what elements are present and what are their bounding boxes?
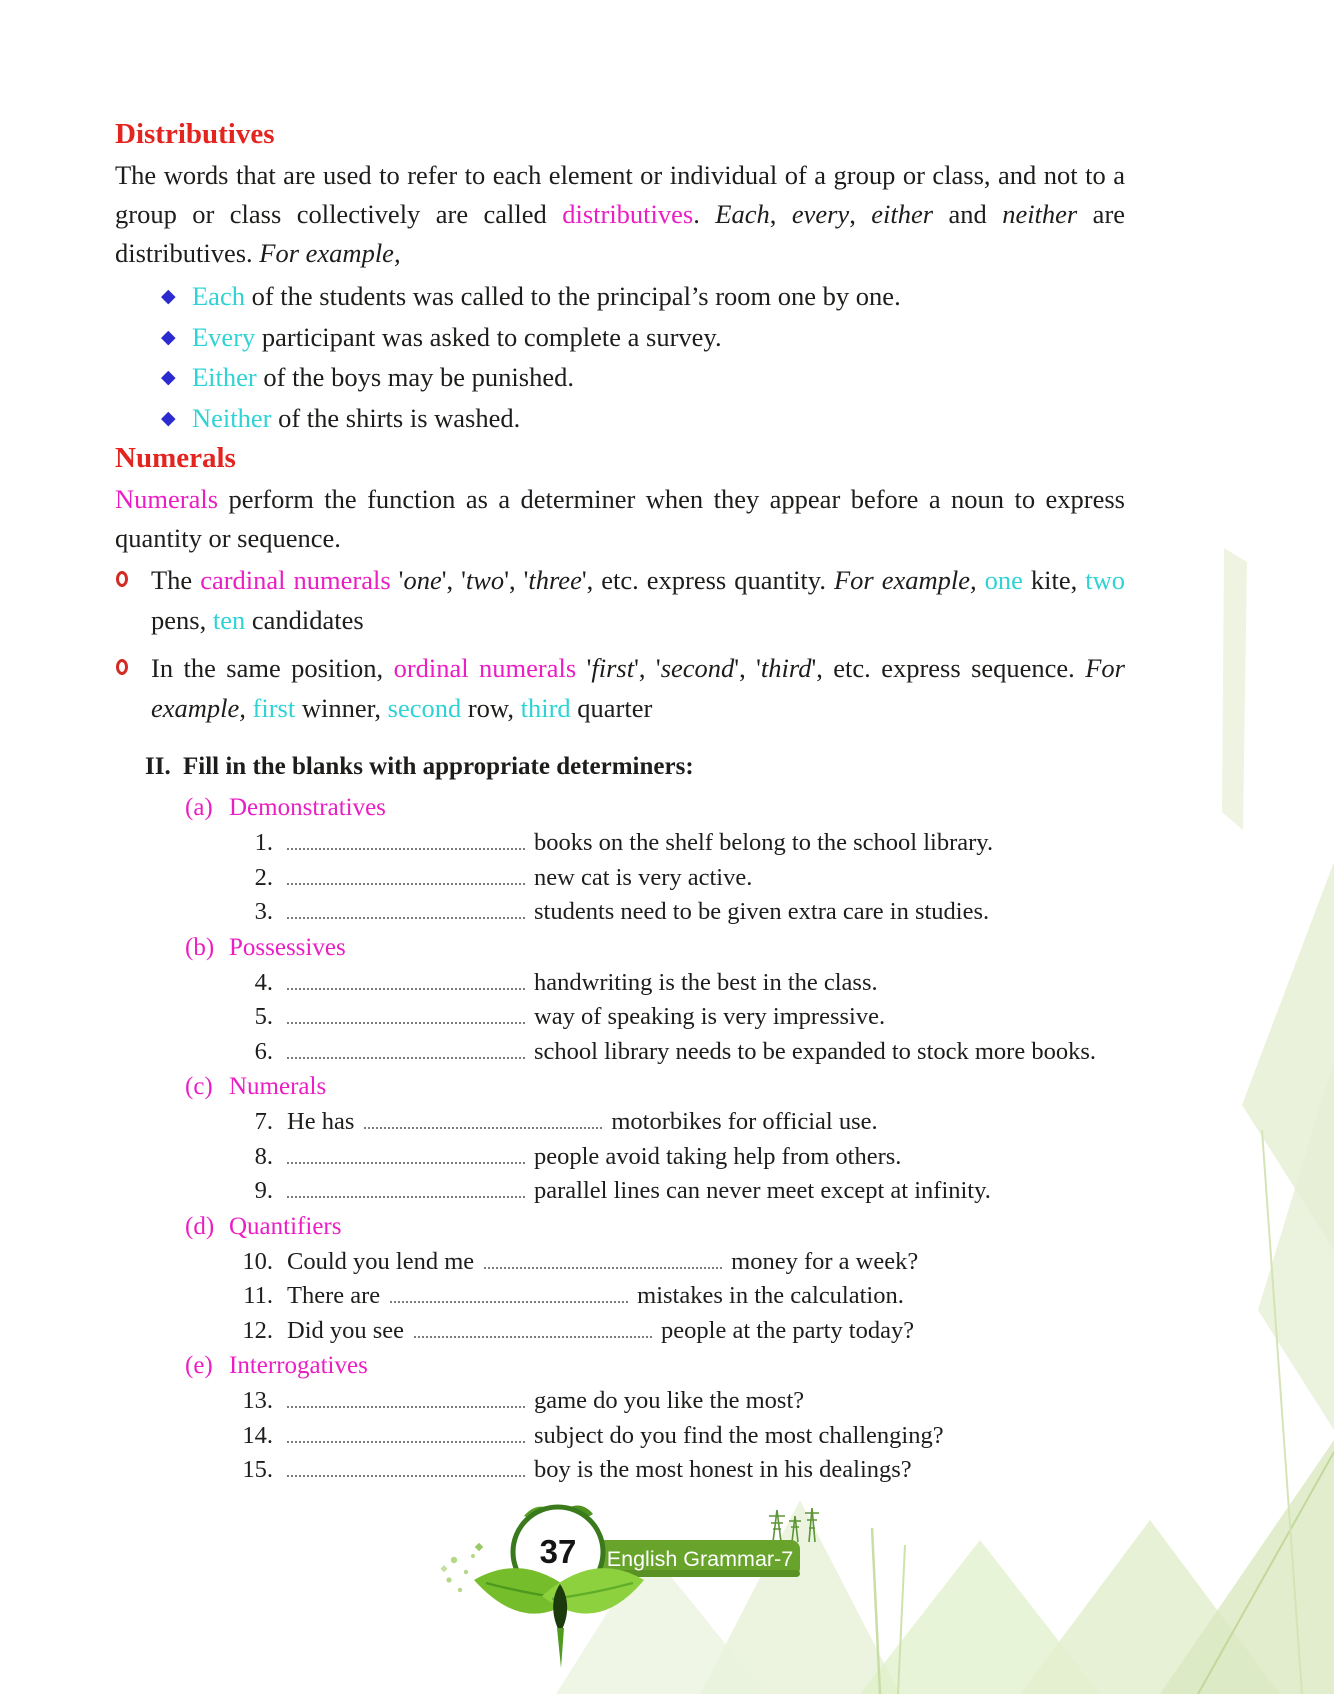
group-head-demonstratives [115,790,1125,826]
item-number: 9. [254,1177,273,1204]
plant-stem [557,1628,564,1668]
group-title: Numerals [229,1073,327,1100]
group-title: Quantifiers [229,1212,342,1240]
exercise-title [115,750,1125,784]
fill-blank-item [115,1105,1125,1140]
group-head-interrogatives [115,1348,1125,1384]
item-text: game do you like the most? [534,1387,805,1414]
item-prefix: Did you see [287,1316,405,1344]
page-number: 37 [539,1533,577,1570]
heading-numerals: Numerals [115,442,236,474]
blank-line [287,970,525,990]
plant-leaves-icon [474,1568,644,1668]
group-title: Possessives [229,933,346,961]
ordinal-numerals-item [115,648,1125,728]
book-title: English Grammar-7 [606,1547,794,1571]
item-text: books on the shelf belong to the school library. [534,829,994,856]
item-number: 15. [242,1456,273,1483]
fill-blank-item [115,826,1125,861]
example-item-every [115,317,1125,358]
item-number: 2. [254,863,273,891]
circle-bullet-icon [116,659,128,675]
item-number: 8. [254,1142,273,1170]
item-text: subject do you find the most challenging? [534,1421,944,1449]
group-letter: (d) [185,1212,215,1240]
blank-line [287,1178,525,1198]
fill-blank-item [115,1035,1125,1070]
fill-blank-item [115,1279,1125,1314]
transmission-tower-icon [769,1508,819,1542]
fill-blank-item [115,1000,1125,1035]
fill-blank-item [115,861,1125,896]
item-text: new cat is very active. [534,863,753,891]
group-head-numerals [115,1069,1125,1105]
distributives-paragraph: The words that are used to refer to each element or individual of a group or class, and not to a group or class collectively are called distributives. Each, every, either and neither are distributives. For example, [115,160,1126,268]
blank-line [414,1318,652,1338]
group-head-possessives [115,930,1125,966]
item-text: people at the party today? [661,1316,915,1344]
item-number: 7. [254,1108,273,1135]
blank-line [390,1283,628,1303]
blank-line [287,830,525,850]
fill-blank-item [115,1314,1125,1349]
item-prefix: He has [287,1108,355,1135]
section-distributives [115,116,1125,438]
item-text: students need to be given extra care in studies. [534,898,990,925]
blank-line [287,1388,525,1408]
blank-line [287,1144,525,1164]
item-text: people avoid taking help from others. [534,1142,902,1170]
item-text: way of speaking is very impressive. [534,1003,886,1030]
blank-line [484,1249,722,1269]
example-text: In the same position, ordinal numerals 'first', 'second', 'third', etc. express sequence. For example, first winner, second row, third quarter [151,653,1125,723]
circle-bullet-icon [116,571,128,587]
numerals-paragraph: Numerals perform the function as a determiner when they appear before a noun to express quantity or sequence. [115,484,1125,553]
item-number: 13. [242,1387,273,1414]
section-numerals [115,440,1125,728]
item-number: 10. [242,1247,273,1275]
item-number: 12. [242,1316,273,1344]
example-text: Every participant was asked to complete a survey. [192,321,722,352]
item-number: 5. [254,1003,273,1030]
item-text: boy is the most honest in his dealings? [534,1456,912,1483]
fill-blank-item [115,966,1125,1001]
group-letter: (b) [185,933,215,961]
blank-line [287,1039,525,1059]
item-text: mistakes in the calculation. [637,1282,904,1309]
item-number: 6. [254,1037,273,1065]
item-number: 14. [242,1421,273,1449]
item-number: 1. [254,829,273,856]
example-text: Neither of the shirts is washed. [192,402,521,433]
section-exercise [115,750,1125,1488]
footer-logo [428,1500,848,1672]
example-item-each [115,276,1125,317]
exercise-instruction: Fill in the blanks with appropriate determiners: [183,753,694,780]
item-number: 3. [254,898,273,925]
example-item-neither [115,398,1125,439]
fill-blank-item [115,1453,1125,1488]
example-text: Either of the boys may be punished. [192,362,574,392]
blank-line [287,899,525,919]
distributives-example-list [115,276,1125,438]
fill-blank-item [115,1384,1125,1419]
item-text: parallel lines can never meet except at infinity. [534,1177,991,1204]
item-prefix: There are [287,1282,381,1309]
item-text: money for a week? [731,1247,919,1275]
exercise-number: II. [145,753,171,780]
example-item-either [115,357,1125,398]
group-letter: (e) [185,1352,213,1379]
item-text: motorbikes for official use. [611,1108,878,1135]
group-title: Interrogatives [229,1352,368,1379]
fill-blank-item [115,1140,1125,1175]
diamond-bullet-icon: ◆ [161,286,176,307]
diamond-bullet-icon: ◆ [161,407,176,429]
group-head-quantifiers [115,1209,1125,1245]
blank-line [287,865,525,885]
blank-line [287,1004,525,1024]
group-letter: (c) [185,1073,213,1100]
fill-blank-item [115,1174,1125,1209]
diamond-bullet-icon: ◆ [161,326,176,348]
cardinal-numerals-item [115,560,1125,640]
item-text: handwriting is the best in the class. [534,968,878,996]
diamond-bullet-icon: ◆ [161,367,176,388]
item-prefix: Could you lend me [287,1247,475,1275]
group-letter: (a) [185,794,213,821]
blank-line [287,1457,525,1477]
item-text: school library needs to be expanded to stock more books. [534,1037,1097,1065]
page-footer [428,1500,848,1672]
group-title: Demonstratives [229,794,386,821]
example-text: Each of the students was called to the principal’s room one by one. [192,281,901,311]
numerals-example-list [115,560,1125,728]
sparkle-decoration [440,1543,483,1592]
item-number: 4. [254,968,273,996]
example-text: The cardinal numerals 'one', 'two', 'three', etc. express quantity. For example, one kite, two pens, ten candidates [151,565,1125,635]
fill-blank-item [115,895,1125,930]
blank-line [287,1423,525,1443]
item-number: 11. [243,1282,273,1309]
heading-distributives: Distributives [115,118,275,150]
fill-blank-item [115,1245,1125,1280]
fill-blank-item [115,1419,1125,1454]
blank-line [364,1109,602,1129]
